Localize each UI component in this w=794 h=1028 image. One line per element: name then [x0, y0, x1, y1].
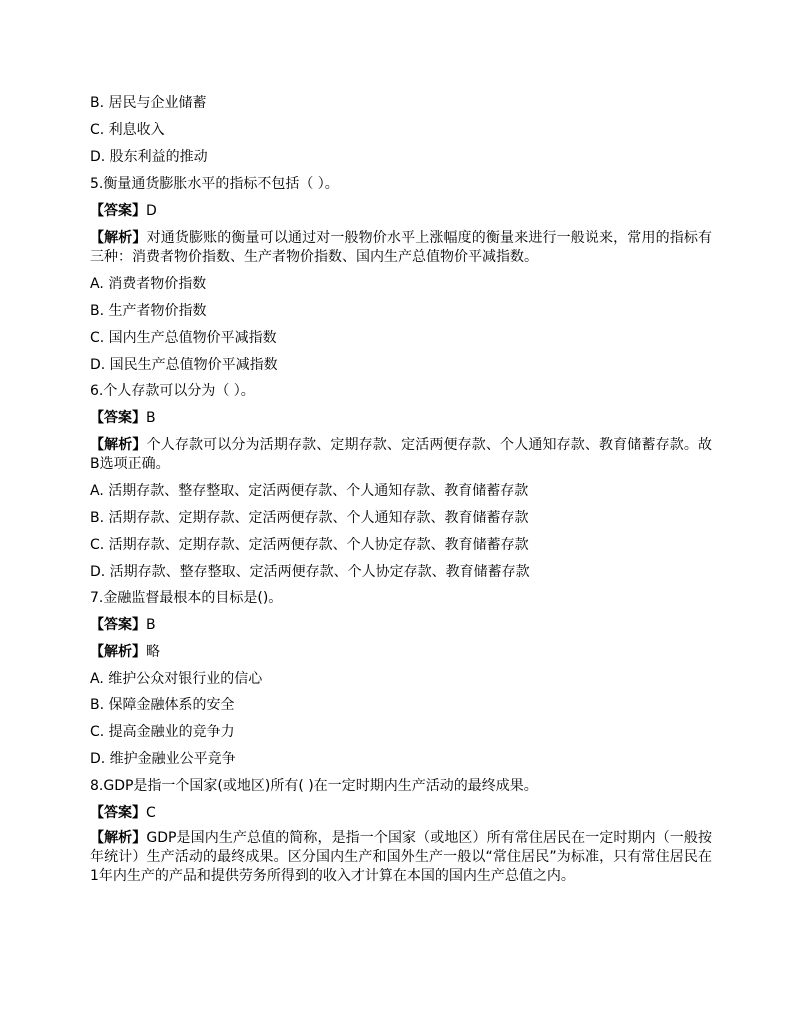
- q6-option-a: A. 活期存款、整存整取、定活两便存款、个人通知存款、教育储蓄存款: [90, 483, 529, 499]
- answer-value: B: [146, 617, 156, 633]
- answer-tag: 【答案】: [90, 203, 146, 219]
- q7-analysis: [90, 643, 730, 661]
- q8-analysis: [90, 829, 712, 886]
- q5-option-a: A. 消费者物价指数: [90, 276, 207, 292]
- analysis-text: GDP是国内生产总值的简称，是指一个国家（或地区）所有常住居民在一定时期内（一般按年统计）生产活动的最终成果。区分国内生产和国外生产一般以“常住居民”为标准，只有常住居民在1年内生产的产品和提供劳务所得到的收入才计算在本国的国内生产总值之内。: [90, 830, 712, 884]
- answer-value: B: [146, 410, 156, 426]
- analysis-text: 对通货膨账的衡量可以通过对一般物价水平上涨幅度的衡量来进行一般说来，常用的指标有三种：消费者物价指数、生产者物价指数、国内生产总值物价平减指数。: [90, 230, 713, 265]
- q5-analysis: [90, 229, 712, 267]
- q4-option-c: C. 利息收入: [90, 122, 165, 138]
- q7-option-b: B. 保障金融体系的安全: [90, 697, 235, 713]
- answer-tag: 【答案】: [90, 617, 146, 633]
- analysis-tag: 【解析】: [90, 230, 147, 246]
- q6-question: 6.个人存款可以分为（ ）。: [90, 383, 255, 399]
- q4-option-d: D. 股东利益的推动: [90, 149, 208, 165]
- q7-answer: [90, 616, 730, 634]
- answer-value: C: [146, 805, 156, 821]
- q7-option-d: D. 维护金融业公平竞争: [90, 751, 236, 767]
- q7-option-c: C. 提高金融业的竞争力: [90, 724, 235, 740]
- q6-option-d: D. 活期存款、整存整取、定活两便存款、个人协定存款、教育储蓄存款: [90, 564, 530, 580]
- q6-analysis: [90, 436, 712, 474]
- analysis-text: 个人存款可以分为活期存款、定期存款、定活两便存款、个人通知存款、教育储蓄存款。故B选项正确。: [90, 437, 713, 472]
- q7-question: 7.金融监督最根本的目标是()。: [90, 590, 283, 606]
- answer-tag: 【答案】: [90, 805, 146, 821]
- analysis-text: 略: [146, 644, 160, 660]
- q8-answer: [90, 804, 730, 822]
- q7-option-a: A. 维护公众对银行业的信心: [90, 671, 263, 687]
- analysis-tag: 【解析】: [90, 644, 146, 660]
- analysis-tag: 【解析】: [90, 830, 147, 846]
- q5-answer: [90, 202, 730, 220]
- q5-option-c: C. 国内生产总值物价平减指数: [90, 330, 277, 346]
- answer-tag: 【答案】: [90, 410, 146, 426]
- q6-option-b: B. 活期存款、定期存款、定活两便存款、个人通知存款、教育储蓄存款: [90, 510, 529, 526]
- q5-option-b: B. 生产者物价指数: [90, 303, 207, 319]
- q5-question: 5.衡量通货膨胀水平的指标不包括（ ）。: [90, 176, 339, 192]
- q6-option-c: C. 活期存款、定期存款、定活两便存款、个人协定存款、教育储蓄存款: [90, 537, 529, 553]
- analysis-tag: 【解析】: [90, 437, 147, 453]
- q8-question: 8.GDP是指一个国家(或地区)所有( )在一定时期内生产活动的最终成果。: [90, 778, 538, 794]
- q4-option-b: B. 居民与企业储蓄: [90, 95, 207, 111]
- q6-answer: [90, 409, 730, 427]
- answer-value: D: [146, 203, 157, 219]
- q5-option-d: D. 国民生产总值物价平减指数: [90, 357, 278, 373]
